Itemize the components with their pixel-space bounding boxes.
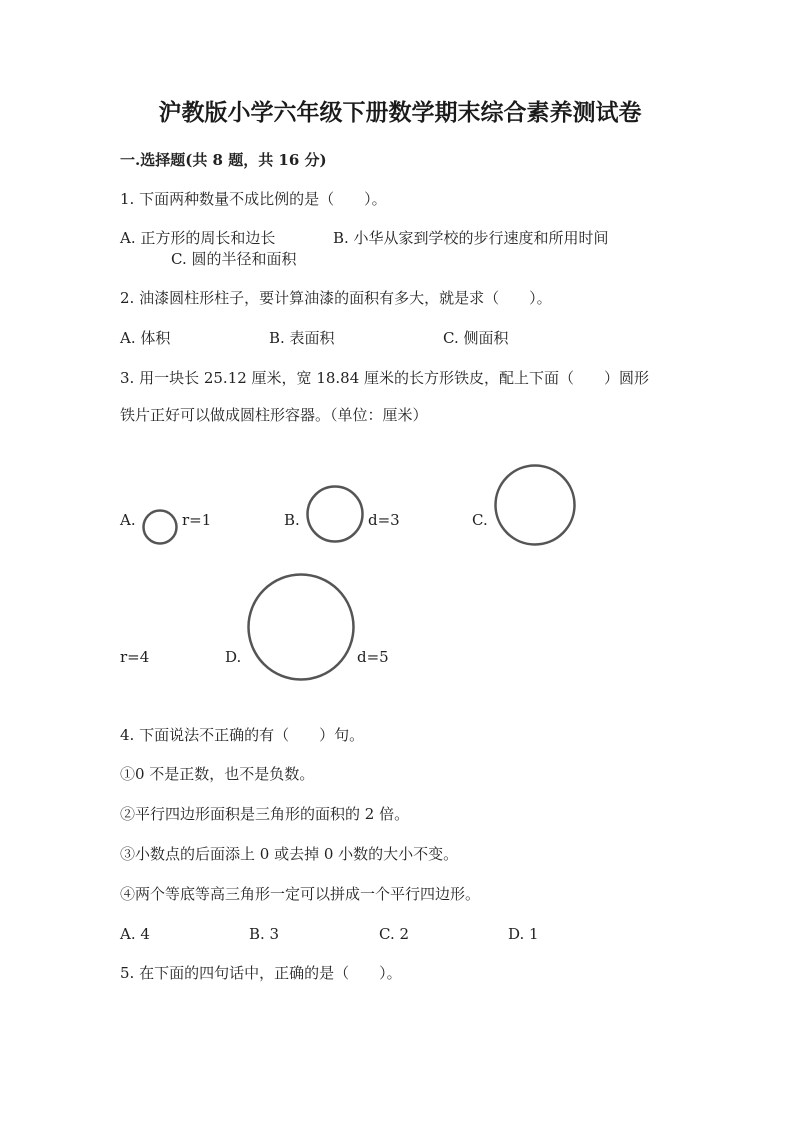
q3-option-c-letter: C. [472, 511, 488, 529]
q3-stem-line2: 铁片正好可以做成圆柱形容器。（单位：厘米） [120, 406, 428, 424]
q3-option-d-letter: D. [225, 648, 242, 666]
q2-option-c: C. 侧面积 [443, 329, 509, 347]
q3-option-a-label: r=1 [182, 511, 212, 529]
q1-option-a: A. 正方形的周长和边长 [120, 229, 276, 247]
q3-option-d-label: d=5 [357, 648, 389, 666]
q3-option-a-letter: A. [120, 511, 136, 529]
q3-option-d-circle [246, 572, 356, 682]
q4-stem: 4. 下面说法不正确的有（ ）句。 [120, 726, 365, 744]
q3-option-b-letter: B. [284, 511, 300, 529]
q4-statement-3: ③小数点的后面添上 0 或去掉 0 小数的大小不变。 [120, 845, 459, 863]
q1-option-c: C. 圆的半径和面积 [171, 250, 297, 268]
q3-option-c-label: r=4 [120, 648, 150, 666]
section-heading: 一.选择题(共 8 题，共 16 分) [120, 151, 327, 169]
q4-option-a: A. 4 [120, 925, 150, 943]
q1-option-b: B. 小华从家到学校的步行速度和所用时间 [333, 229, 609, 247]
page-title: 沪教版小学六年级下册数学期末综合素养测试卷 [158, 99, 642, 126]
q2-stem: 2. 油漆圆柱形柱子，要计算油漆的面积有多大，就是求（ ）。 [120, 289, 552, 307]
q4-statement-1: ①0 不是正数，也不是负数。 [120, 765, 315, 783]
q3-option-a-circle [141, 508, 179, 546]
q5-stem: 5. 在下面的四句话中，正确的是（ ）。 [120, 964, 402, 982]
q3-option-b-label: d=3 [368, 511, 400, 529]
q4-option-c: C. 2 [379, 925, 410, 943]
q2-option-b: B. 表面积 [269, 329, 335, 347]
q4-option-d: D. 1 [508, 925, 539, 943]
q3-option-b-circle [305, 484, 365, 544]
q4-statement-2: ②平行四边形面积是三角形的面积的 2 倍。 [120, 805, 410, 823]
q2-option-a: A. 体积 [120, 329, 171, 347]
q4-statement-4: ④两个等底等高三角形一定可以拼成一个平行四边形。 [120, 885, 481, 903]
q3-stem-line1: 3. 用一块长 25.12 厘米，宽 18.84 厘米的长方形铁皮，配上下面（ ）圆形 [120, 369, 650, 387]
q1-stem: 1. 下面两种数量不成比例的是（ ）。 [120, 190, 387, 208]
q3-option-c-circle [493, 463, 577, 547]
q4-option-b: B. 3 [249, 925, 280, 943]
